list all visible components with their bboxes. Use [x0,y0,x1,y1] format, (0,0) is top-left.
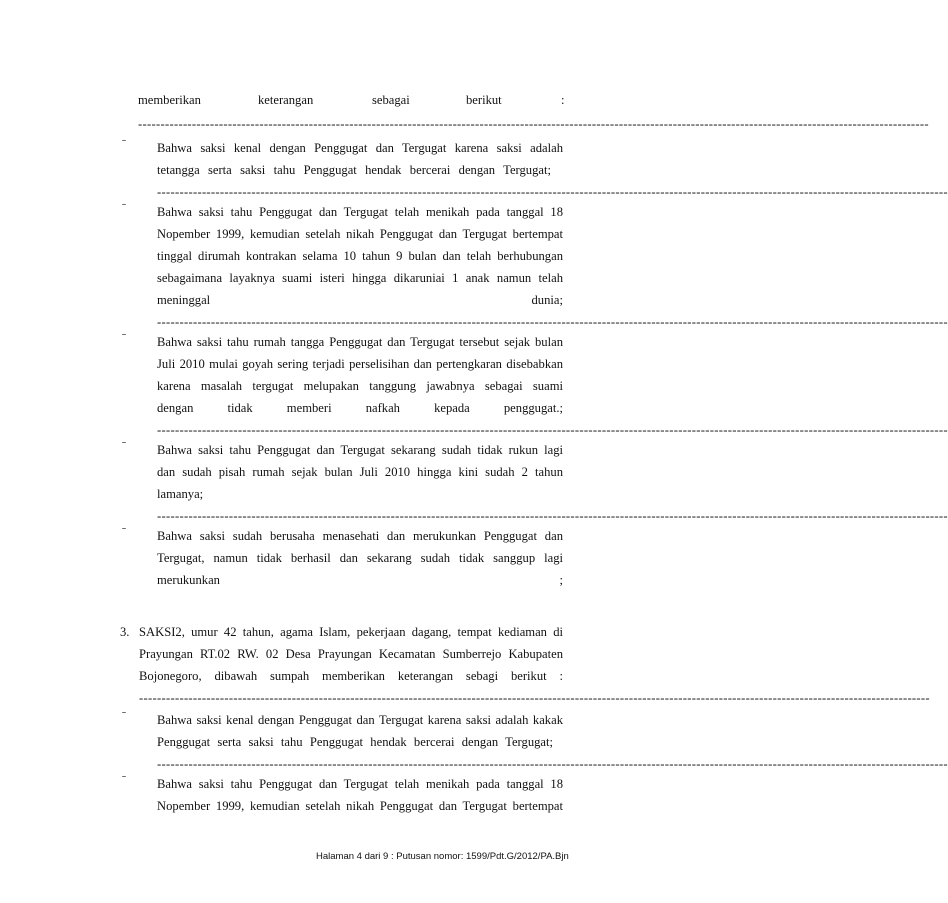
intro-word: : [561,93,565,107]
intro-word: memberikan [138,93,201,107]
point-line: lamanya; [157,487,204,501]
separator-line: -------------------------------------------------------------------------------------------------------------------------------------------------------------------------------- [157,185,948,199]
point-line: tinggal dirumah kontrakan selama 10 tahun 9 bulan dan telah berhubungan [157,249,563,263]
bullet-tick-icon: ˉ [122,524,126,538]
point-line: tetangga serta saksi tahu Penggugat hendak bercerai dengan Tergugat; [157,163,551,177]
point-line: Bahwa saksi tahu rumah tangga Penggugat dan Tergugat tersebut sejak bulan [157,335,563,349]
separator-line: -------------------------------------------------------------------------------------------------------------------------------------------------------------------------------- [139,691,930,705]
separator-line: -------------------------------------------------------------------------------------------------------------------------------------------------------------------------------- [157,757,948,771]
intro-word: sebagai [372,93,410,107]
witness-line: Prayungan RT.02 RW. 02 Desa Prayungan Kecamatan Sumberrejo Kabupaten [139,647,563,661]
point-line: sebagaimana layaknya suami isteri hingga dikaruniai 1 anak namun telah [157,271,563,285]
bullet-tick-icon: ˉ [122,200,126,214]
intro-word: berikut [466,93,502,107]
separator-line: -------------------------------------------------------------------------------------------------------------------------------------------------------------------------------- [138,117,929,131]
point-line: Bahwa saksi kenal dengan Penggugat dan Tergugat karena saksi adalah kakak [157,713,563,727]
point-line: Bahwa saksi kenal dengan Penggugat dan Tergugat karena saksi adalah [157,141,563,155]
point-line: Bahwa saksi tahu Penggugat dan Tergugat sekarang sudah tidak rukun lagi [157,443,563,457]
point-line: meninggal dunia; [157,293,563,307]
point-line: Nopember 1999, kemudian setelah nikah Penggugat dan Tergugat bertempat [157,799,563,813]
point-line: Bahwa saksi tahu Penggugat dan Tergugat telah menikah pada tanggal 18 [157,777,563,791]
point-line: Nopember 1999, kemudian setelah nikah Penggugat dan Tergugat bertempat [157,227,563,241]
intro-word: keterangan [258,93,314,107]
point-line: Bahwa saksi tahu Penggugat dan Tergugat telah menikah pada tanggal 18 [157,205,563,219]
bullet-tick-icon: ˉ [122,772,126,786]
point-line: merukunkan ; [157,573,563,587]
separator-line: -------------------------------------------------------------------------------------------------------------------------------------------------------------------------------- [157,315,948,329]
bullet-tick-icon: ˉ [122,136,126,150]
point-line: Bahwa saksi sudah berusaha menasehati dan merukunkan Penggugat dan [157,529,563,543]
separator-line: -------------------------------------------------------------------------------------------------------------------------------------------------------------------------------- [157,423,948,437]
point-line: dengan tidak memberi nafkah kepada penggugat.; [157,401,563,415]
witness-number: 3. [120,625,130,639]
separator-line: -------------------------------------------------------------------------------------------------------------------------------------------------------------------------------- [157,509,948,523]
bullet-tick-icon: ˉ [122,438,126,452]
point-line: Penggugat serta saksi tahu Penggugat hendak bercerai dengan Tergugat; [157,735,553,749]
witness-line: Bojonegoro, dibawah sumpah memberikan keterangan sebagi berikut : [139,669,563,683]
witness-line: SAKSI2, umur 42 tahun, agama Islam, pekerjaan dagang, tempat kediaman di [139,625,563,639]
bullet-tick-icon: ˉ [122,708,126,722]
point-line: dan sudah pisah rumah sejak bulan Juli 2010 hingga kini sudah 2 tahun [157,465,563,479]
point-line: karena masalah tergugat melupakan tanggung jawabnya sebagai suami [157,379,563,393]
point-line: Tergugat, namun tidak berhasil dan sekarang sudah tidak sanggup lagi [157,551,563,565]
page-footer: Halaman 4 dari 9 : Putusan nomor: 1599/Pdt.G/2012/PA.Bjn [316,851,569,862]
bullet-tick-icon: ˉ [122,330,126,344]
point-line: Juli 2010 mulai goyah sering terjadi perselisihan dan pertengkaran disebabkan [157,357,563,371]
